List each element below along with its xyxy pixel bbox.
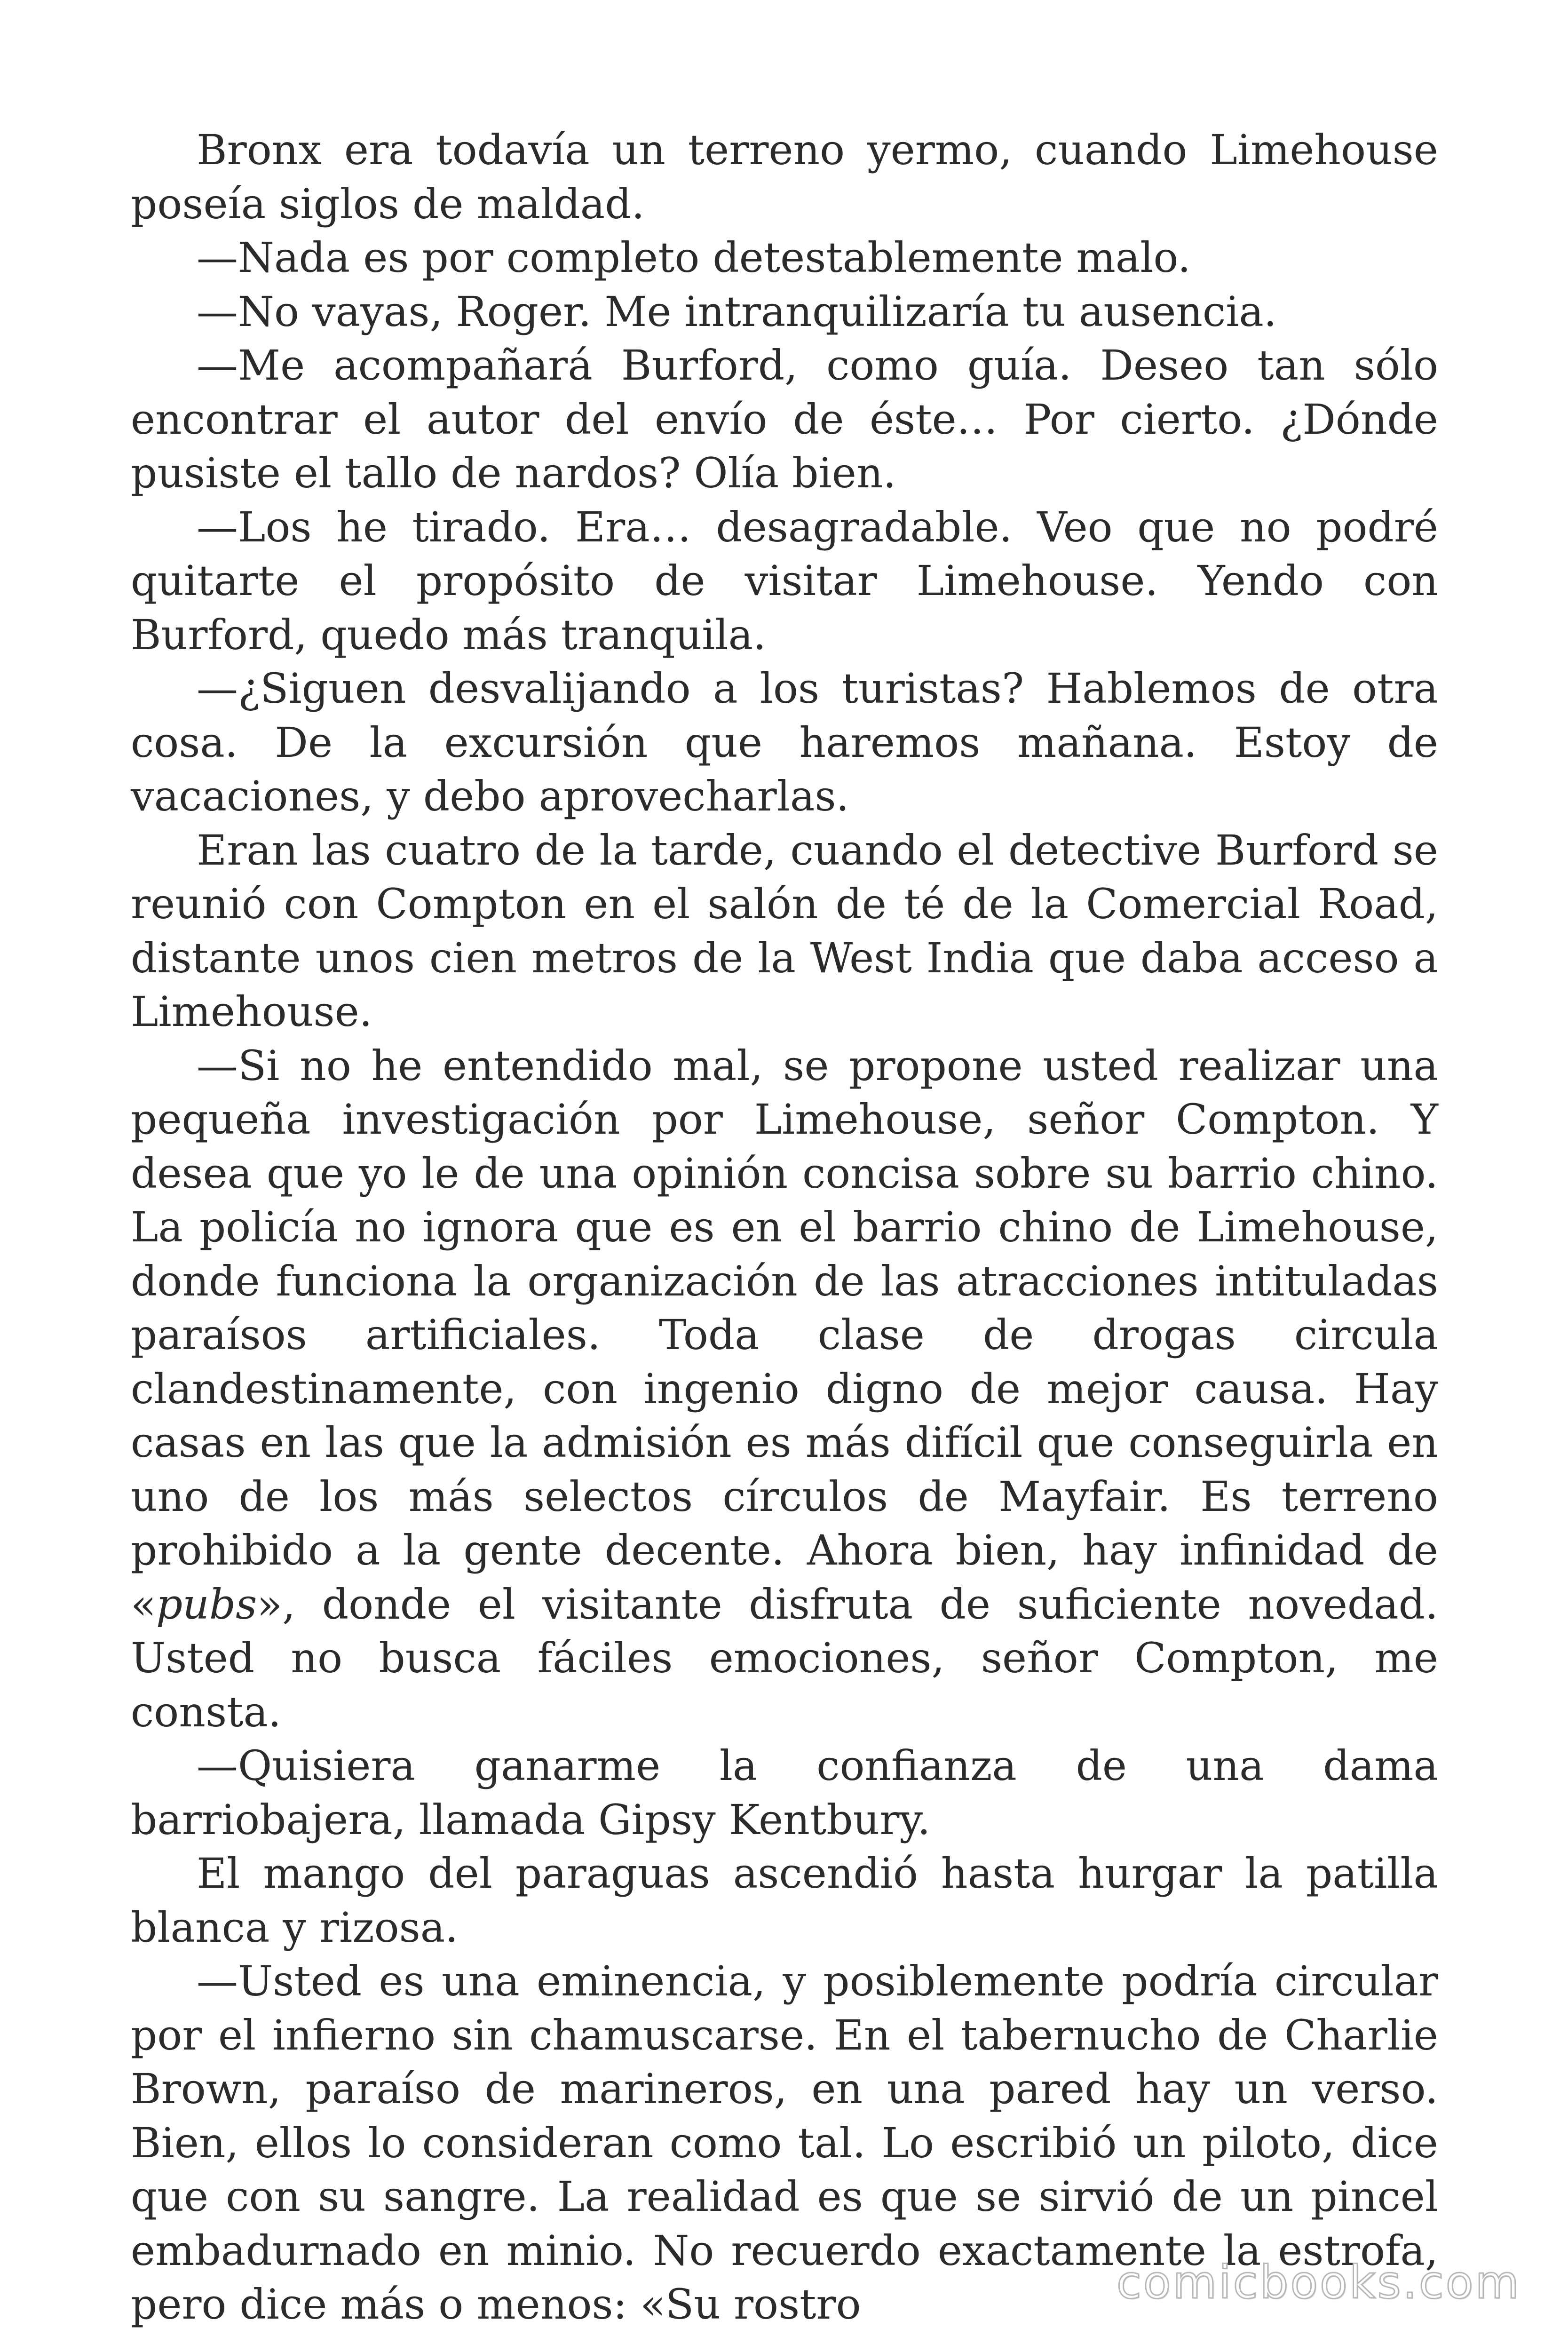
paragraph: El mango del paraguas ascendió hasta hurgar la patilla blanca y rizosa. [131, 1849, 1438, 1952]
paragraph: —Los he tirado. Era… desagradable. Veo que no podré quitarte el propósito de visitar Limehouse. Yendo con Burford, quedo más tranquila. [131, 502, 1438, 659]
paragraph [131, 1039, 1438, 1740]
paragraph: Eran las cuatro de la tarde, cuando el detective Burford se reunió con Compton en el salón de té de la Comercial Road, distante unos cien metros de la West India que daba acceso a Limehouse. [131, 826, 1438, 1036]
paragraph: —¿Siguen desvalijando a los turistas? Hablemos de otra cosa. De la excursión que haremos mañana. Estoy de vacaciones, y debo aprovecharlas. [131, 664, 1438, 820]
paragraph-text: —Si no he entendido mal, se propone usted realizar una pequeña investigación por Limehouse, señor Compton. Y desea que yo le de una opinión concisa sobre su barrio chino. La policía no ignora que es en el barrio chino de Limehouse, donde funciona la organización de las atracciones intituladas paraísos artificiales. Toda clase de drogas circula clandestinamente, con ingenio digno de mejor causa. Hay casas en las que la admisión es más difícil que conseguirla en uno de los más selectos círculos de Mayfair. Es terreno prohibido a la gente decente. Ahora bien, hay infinidad de « [131, 1041, 1438, 1629]
paragraph: —Nada es por completo detestablemente malo. [197, 233, 1191, 282]
paragraph: —Quisiera ganarme la confianza de una dama barriobajera, llamada Gipsy Kentbury. [131, 1741, 1438, 1844]
page-body [131, 123, 1438, 2332]
paragraph: Bronx era todavía un terreno yermo, cuando Limehouse poseía siglos de maldad. [131, 126, 1438, 228]
paragraph: —Me acompañará Burford, como guía. Deseo tan sólo encontrar el autor del envío de éste… Por cierto. ¿Dónde pusiste el tallo de nardos? Olía bien. [131, 341, 1438, 497]
paragraph: —No vayas, Roger. Me intranquilizaría tu ausencia. [197, 287, 1277, 336]
paragraph-text: », donde el visitante disfruta de suficiente novedad. Usted no busca fáciles emociones, señor Compton, me consta. [131, 1580, 1438, 1736]
italic-word: pubs [156, 1580, 257, 1629]
paragraph: —Usted es una eminencia, y posiblemente podría circular por el infierno sin chamuscarse. En el tabernucho de Charlie Brown, paraíso de marineros, en una pared hay un verso. Bien, ellos lo consideran como tal. Lo escribió un piloto, dice que con su sangre. La realidad es que se sirvió de un pincel embadurnado en minio. No recuerdo exactamente la estrofa, pero dice más o menos: «Su rostro [131, 1957, 1438, 2328]
watermark: comicbooks.com [1116, 2256, 1521, 2309]
